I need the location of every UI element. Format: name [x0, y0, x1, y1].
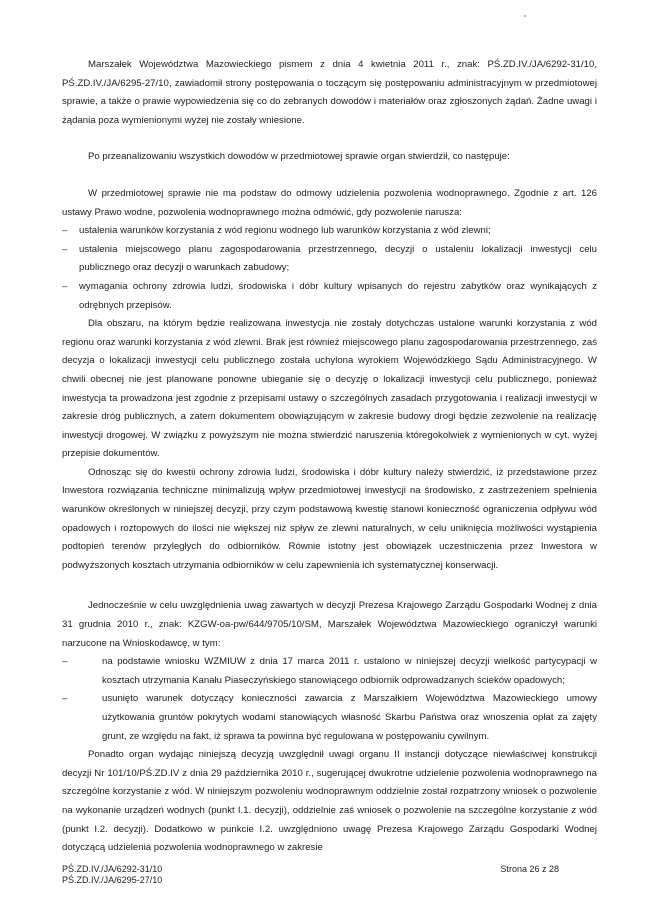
- page-number: Strona 26 z 28: [500, 864, 559, 874]
- page-footer: [62, 864, 597, 886]
- paragraph-area-conditions: Dla obszaru, na którym będzie realizowana inwestycja nie zostały dotychczas ustalone warunki korzystania z wód regionu oraz warunki korzystania z wód zlewni. Brak jest również miejscowego planu zagospodarowania przestrzennego, zaś decyzja o lokalizacji inwestycji celu publicznego została uchylona wyrokiem Wojewódzkiego Sądu Administracyjnego. W chwili obecnej nie jest planowane ponowne ubieganie się o decyzję o lokalizacji inwestycji celu publicznego, ponieważ inwestycja ta prowadzona jest zgodnie z przepisami ustawy o szczególnych zasadach przygotowania i realizacji inwestycji w zakresie dróg publicznych, a zatem dokumentem obowiązującym w zakresie budowy drogi będzie zezwolenie na realizację inwestycji drogowej. W związku z powyższym nie można stwierdzić naruszenia któregokolwiek z wymienionych w cyt. wyżej przepisie dokumentów.: [62, 318, 597, 460]
- paragraph-analysis-intro: Po przeanalizowaniu wszystkich dowodów w przedmiotowej sprawie organ stwierdził, co następuje:: [88, 151, 510, 163]
- paragraph-no-grounds: W przedmiotowej sprawie nie ma podstaw do odmowy udzielenia pozwolenia wodnoprawnego. Zgodnie z art. 126 ustawy Prawo wodne, pozwolenia wodnoprawnego można odmówić, gdy pozwolenie narusza:: [62, 187, 597, 218]
- document-body: [62, 56, 597, 858]
- scan-speck: [524, 15, 526, 17]
- paragraph-notification: Marszałek Województwa Mazowieckiego pismem z dnia 4 kwietnia 2011 r., znak: PŚ.ZD.IV./JA/6292-31/10, PŚ.ZD.IV./JA/6295-27/10, zawiadomił strony postępowania o toczącym się postępowaniu administracyjnym w przedmiotowej sprawie, a także o prawie wypowiedzenia się co do zebranych dowodów i materiałów oraz zgłoszonych żądań. Żadne uwagi i żądania poza wymienionymi wyżej nie zostały wniesione.: [62, 59, 597, 126]
- paragraph-environment: Odnosząc się do kwestii ochrony zdrowia ludzi, środowiska i dóbr kultury należy stwierdzić, iż przedstawione przez Inwestora rozwiązania techniczne minimalizują wpływ przedmiotowej inwestycji na środowisko, z zastrzeżeniem spełnienia warunków określonych w niniejszej decyzji, przy czym podstawową kwestię stanowi konieczność ograniczenia odpływu wód opadowych i roztopowych do ilości nie większej niż spływ ze zlewni naturalnych, w celu uniknięcia możliwości wystąpienia podtopień terenów przyległych do odbiorników. Równie istotny jest obowiązek uczestniczenia przez Inwestora w podwyższonych kosztach utrzymania odbiorników w celu zapewnienia ich systematycznej konserwacji.: [62, 466, 597, 571]
- footer-reference-1: PŚ.ZD.IV./JA/6292-31/10: [62, 864, 163, 874]
- list-item: – ustalenia miejscowego planu zagospodarowania przestrzennego, decyzji o ustaleniu lokalizacji inwestycji celu publicznego oraz decyzji o warunkach zabudowy;: [62, 241, 597, 278]
- list-item: – wymagania ochrony zdrowia ludzi, środowiska i dóbr kultury wpisanych do rejestru zabytków oraz wynikających z odrębnych przepisów.: [62, 278, 597, 315]
- list-refusal-grounds: [62, 222, 597, 315]
- list-limited-conditions: [62, 653, 597, 746]
- list-item: – ustalenia warunków korzystania z wód regionu wodnego lub warunków korzystania z wód zlewni;: [62, 222, 597, 241]
- list-item: – usunięto warunek dotyczący konieczności zawarcia z Marszałkiem Województwa Mazowieckiego umowy użytkowania gruntów pokrytych wodami stanowiących własność Skarbu Państwa oraz wnoszenia opłat za zajęty grunt, ze względu na fakt, iż sprawa ta powinna być regulowana w postępowaniu cywilnym.: [62, 690, 597, 746]
- list-item: – na podstawie wniosku WZMIUW z dnia 17 marca 2011 r. ustalono w niniejszej decyzji wielkość partycypacji w kosztach utrzymania Kanału Piaseczyńskiego stanowiącego odbiornik odprowadzanych ścieków opadowych;: [62, 653, 597, 690]
- footer-reference-2: PŚ.ZD.IV./JA/6295-27/10: [62, 875, 163, 885]
- paragraph-decision-construction: Ponadto organ wydając niniejszą decyzją uwzględnił uwagi organu II instancji dotyczące niewłaściwej konstrukcji decyzji Nr 101/10/PŚ.ZD.IV z dnia 29 października 2010 r., sugerującej dwukrotne udzielenie pozwolenia wodnoprawnego na szczególne korzystanie z wód. W niniejszym pozwoleniu wodnoprawnym oddzielnie został rozpatrzony wniosek o pozwolenie na wykonanie urządzeń wodnych (punkt I.1. decyzji), oddzielnie zaś wniosek o pozwolenie na szczególne korzystanie z wód (punkt I.2. decyzji). Dodatkowo w punkcie I.2. uwzględniono uwagę Prezesa Krajowego Zarządu Gospodarki Wodnej dotyczącą udzielenia pozwolenia wodnoprawnego w zakresie: [62, 749, 597, 854]
- paragraph-kzgw-remarks: Jednocześnie w celu uwzględnienia uwag zawartych w decyzji Prezesa Krajowego Zarządu Gospodarki Wodnej z dnia 31 grudnia 2010 r., znak: KZGW-oa-pw/644/9705/10/SM, Marszałek Województwa Mazowieckiego ograniczył warunki narzucone na Wnioskodawcę, w tym:: [62, 600, 597, 649]
